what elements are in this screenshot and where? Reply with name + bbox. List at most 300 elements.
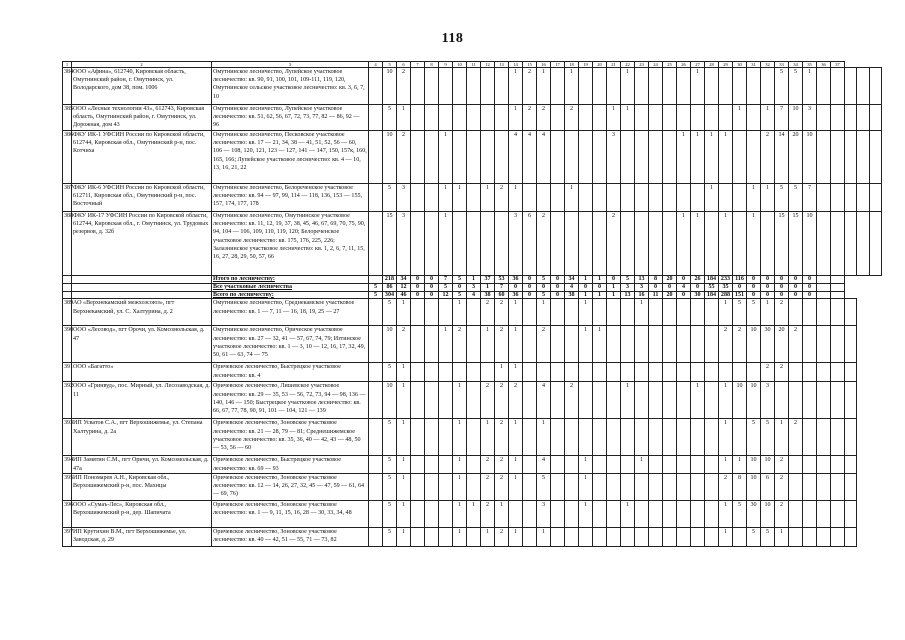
- summary-value: 5: [621, 276, 635, 284]
- value-cell: [411, 131, 425, 184]
- column-number: 1: [63, 62, 72, 68]
- value-cell: 1: [677, 131, 691, 184]
- organization-cell: ФКУ ИК-1 УФСИН России по Кировской области, 612744, Кировская обл., Омутнинский р-н, пос. Котчиха: [72, 131, 212, 184]
- summary-value: 38: [565, 291, 579, 299]
- value-cell: 1: [453, 184, 467, 212]
- value-cell: [831, 382, 845, 419]
- value-cell: 14: [775, 131, 789, 184]
- value-cell: [523, 382, 537, 419]
- value-cell: 1: [747, 184, 761, 212]
- value-cell: [705, 212, 719, 276]
- summary-value: 0: [789, 291, 803, 299]
- value-cell: 5: [775, 184, 789, 212]
- summary-value: 0: [733, 283, 747, 291]
- value-cell: [719, 184, 733, 212]
- value-cell: [551, 527, 565, 546]
- value-cell: [845, 184, 857, 212]
- value-cell: [789, 500, 803, 527]
- organization-cell: ООО «Багатто»: [72, 363, 212, 382]
- value-cell: [439, 363, 453, 382]
- value-cell: [857, 68, 869, 105]
- value-cell: 1: [481, 419, 495, 456]
- value-cell: 5: [383, 456, 397, 473]
- row-number: 384: [63, 68, 72, 105]
- value-cell: [817, 326, 831, 363]
- value-cell: [411, 500, 425, 527]
- value-cell: 6: [761, 473, 775, 500]
- value-cell: [705, 473, 719, 500]
- value-cell: 2: [481, 456, 495, 473]
- value-cell: 1: [509, 68, 523, 105]
- summary-value: 1: [607, 283, 621, 291]
- column-number: 33: [775, 62, 789, 68]
- value-cell: [593, 299, 607, 326]
- summary-value: 26: [691, 276, 705, 284]
- row-number: 388: [63, 212, 72, 276]
- value-cell: [565, 456, 579, 473]
- value-cell: [607, 382, 621, 419]
- value-cell: 1: [775, 419, 789, 456]
- value-cell: [369, 382, 383, 419]
- summary-value: 0: [579, 283, 593, 291]
- summary-value: 53: [495, 276, 509, 284]
- value-cell: [467, 527, 481, 546]
- value-cell: [607, 419, 621, 456]
- value-cell: [621, 363, 635, 382]
- value-cell: [789, 527, 803, 546]
- column-number: 12: [481, 62, 495, 68]
- value-cell: [869, 68, 881, 105]
- value-cell: [803, 456, 817, 473]
- value-cell: [635, 68, 649, 105]
- value-cell: 2: [481, 382, 495, 419]
- value-cell: [635, 363, 649, 382]
- value-cell: [649, 456, 663, 473]
- value-cell: [425, 419, 439, 456]
- value-cell: 2: [523, 68, 537, 105]
- value-cell: [663, 299, 677, 326]
- value-cell: [845, 456, 857, 473]
- summary-value: 0: [803, 291, 817, 299]
- value-cell: 5: [761, 419, 775, 456]
- value-cell: [607, 527, 621, 546]
- value-cell: 30: [761, 326, 775, 363]
- value-cell: [607, 473, 621, 500]
- value-cell: [369, 473, 383, 500]
- register-row: [63, 473, 882, 500]
- summary-value: 12: [439, 291, 453, 299]
- value-cell: [495, 105, 509, 131]
- value-cell: 1: [705, 184, 719, 212]
- value-cell: [635, 473, 649, 500]
- value-cell: [551, 131, 565, 184]
- value-cell: [831, 299, 845, 326]
- summary-value: 0: [677, 291, 691, 299]
- value-cell: [677, 456, 691, 473]
- value-cell: 2: [761, 363, 775, 382]
- location-cell: Омутнинское лесничество, Белореченское участковое лесничество: кв. 94 — 97, 99, 114 — 118, 136, 153 — 155, 157, 174, 177, 178: [212, 184, 369, 212]
- column-number: 21: [607, 62, 621, 68]
- value-cell: 1: [635, 456, 649, 473]
- value-cell: [845, 212, 857, 276]
- location-cell: Оричевское лесничество, Зоновское участковое лесничество: кв. 1 — 9, 11, 15, 16, 28 — 30, 33, 34, 48: [212, 500, 369, 527]
- value-cell: [467, 419, 481, 456]
- summary-value: 13: [621, 291, 635, 299]
- value-cell: 1: [439, 131, 453, 184]
- value-cell: 1: [803, 68, 817, 105]
- value-cell: [579, 131, 593, 184]
- value-cell: [369, 419, 383, 456]
- value-cell: [649, 382, 663, 419]
- value-cell: 1: [397, 299, 411, 326]
- column-number: 31: [747, 62, 761, 68]
- summary-blank: [63, 276, 72, 284]
- value-cell: [649, 299, 663, 326]
- value-cell: 10: [383, 131, 397, 184]
- value-cell: [551, 456, 565, 473]
- column-number: 4: [369, 62, 383, 68]
- value-cell: 2: [775, 299, 789, 326]
- value-cell: 15: [789, 212, 803, 276]
- value-cell: [579, 105, 593, 131]
- summary-value: 5: [537, 291, 551, 299]
- value-cell: [551, 363, 565, 382]
- summary-row: [63, 283, 882, 291]
- value-cell: [565, 212, 579, 276]
- organization-cell: ИП Пономарев А.Н., Кировская обл., Верхошижемский р-н, пос. Махнцы: [72, 473, 212, 500]
- location-cell: Оричевское лесничество, Быстрецкое участковое лесничество: кв. 69 — 93: [212, 456, 369, 473]
- value-cell: 1: [579, 299, 593, 326]
- value-cell: [621, 456, 635, 473]
- summary-value: 35: [719, 283, 733, 291]
- summary-value: 0: [551, 283, 565, 291]
- column-number: 34: [789, 62, 803, 68]
- column-number: 27: [691, 62, 705, 68]
- location-cell: Омутнинское лесничество, Орическое участковое лесничество: кв. 27 — 32, 41 — 57, 67, 74, 79; Изтинское участковое лесничество: кв. 1 — 3, 10 — 12, 16, 17, 32, 49, 50, 61 — 63, 74 — 75: [212, 326, 369, 363]
- column-number: 19: [579, 62, 593, 68]
- value-cell: 1: [635, 299, 649, 326]
- value-cell: 1: [691, 68, 705, 105]
- location-cell: Омутнинское лесничество, Омутнинское участковое лесничество: кв. 11, 12, 19, 37, 38, 45, 46, 67, 69, 70, 75, 90, 94, 104 — 106, 109, 110, 119, 120; Белореченское участковое лесничество: кв. 175, 176, 225, 226; Залазнинское участковое лесничество: кв. 1, 2, 6, 7, 11, 15, 16, 27, 28, 29, 50, 57, 66: [212, 212, 369, 276]
- value-cell: 5: [733, 299, 747, 326]
- value-cell: 1: [453, 456, 467, 473]
- value-cell: [425, 527, 439, 546]
- summary-value: 8: [649, 276, 663, 284]
- value-cell: 1: [439, 184, 453, 212]
- value-cell: [649, 473, 663, 500]
- summary-value: 13: [635, 276, 649, 284]
- value-cell: [551, 500, 565, 527]
- column-number: 20: [593, 62, 607, 68]
- organization-cell: АО «Верхнекамский межхозсоюз», пгт Верхнекамский, ул. С. Халтурина, д. 2: [72, 299, 212, 326]
- value-cell: [649, 212, 663, 276]
- value-cell: [607, 299, 621, 326]
- value-cell: [467, 105, 481, 131]
- value-cell: 2: [789, 419, 803, 456]
- value-cell: [747, 105, 761, 131]
- value-cell: 1: [719, 500, 733, 527]
- value-cell: [411, 456, 425, 473]
- summary-value: 1: [593, 291, 607, 299]
- value-cell: [747, 68, 761, 105]
- summary-value: 0: [663, 283, 677, 291]
- row-number: 385: [63, 105, 72, 131]
- value-cell: [831, 212, 845, 276]
- summary-value: 1: [467, 276, 481, 284]
- location-cell: Оричевское лесничество, Быстрецкое участковое лесничество: кв. 4: [212, 363, 369, 382]
- summary-value: 0: [775, 283, 789, 291]
- value-cell: [803, 500, 817, 527]
- value-cell: [635, 382, 649, 419]
- location-cell: Оричевское лесничество, Зоновское участковое лесничество: кв. 21 — 28, 79 — 81; Среднешижемское участковое лесничество: кв. 35, 36, 40 — 42, 43 — 48, 50 — 53, 56 — 60: [212, 419, 369, 456]
- value-cell: [411, 527, 425, 546]
- value-cell: [789, 299, 803, 326]
- value-cell: [677, 184, 691, 212]
- column-number: 5: [383, 62, 397, 68]
- value-cell: 4: [537, 456, 551, 473]
- value-cell: [691, 527, 705, 546]
- value-cell: [551, 184, 565, 212]
- value-cell: 1: [621, 382, 635, 419]
- value-cell: [663, 419, 677, 456]
- value-cell: [649, 184, 663, 212]
- value-cell: [705, 456, 719, 473]
- value-cell: [523, 419, 537, 456]
- summary-value: 0: [775, 291, 789, 299]
- value-cell: 10: [747, 473, 761, 500]
- value-cell: [411, 473, 425, 500]
- value-cell: 5: [747, 299, 761, 326]
- value-cell: [663, 363, 677, 382]
- summary-value: 0: [425, 291, 439, 299]
- value-cell: [845, 326, 857, 363]
- value-cell: 1: [481, 184, 495, 212]
- summary-value: 7: [495, 283, 509, 291]
- value-cell: 1: [537, 299, 551, 326]
- value-cell: 1: [677, 212, 691, 276]
- value-cell: 10: [761, 500, 775, 527]
- value-cell: [537, 363, 551, 382]
- value-cell: 1: [481, 326, 495, 363]
- value-cell: 1: [453, 299, 467, 326]
- register-row: [63, 68, 882, 105]
- value-cell: 1: [733, 105, 747, 131]
- column-number: 24: [649, 62, 663, 68]
- value-cell: [579, 363, 593, 382]
- value-cell: 1: [509, 527, 523, 546]
- value-cell: [677, 473, 691, 500]
- value-cell: [775, 382, 789, 419]
- value-cell: [705, 68, 719, 105]
- summary-blank: [63, 291, 72, 299]
- value-cell: 1: [509, 105, 523, 131]
- value-cell: 1: [747, 212, 761, 276]
- value-cell: 1: [509, 456, 523, 473]
- summary-row: [63, 291, 882, 299]
- value-cell: [523, 299, 537, 326]
- value-cell: [845, 105, 857, 131]
- value-cell: 1: [537, 419, 551, 456]
- summary-value: 5: [537, 276, 551, 284]
- organization-cell: ООО «Лесные технологии 43», 612743, Кировская область, Омутнинский район, г. Омутнинск, ул. Дорожная, дом 43: [72, 105, 212, 131]
- value-cell: [845, 527, 857, 546]
- value-cell: [439, 299, 453, 326]
- value-cell: 1: [495, 363, 509, 382]
- summary-value: 116: [733, 276, 747, 284]
- value-cell: 5: [383, 105, 397, 131]
- value-cell: [677, 326, 691, 363]
- value-cell: 2: [537, 212, 551, 276]
- summary-value: 34: [397, 276, 411, 284]
- value-cell: [663, 326, 677, 363]
- column-number: 2: [72, 62, 212, 68]
- value-cell: [579, 184, 593, 212]
- register-row: [63, 105, 882, 131]
- summary-value: 0: [523, 291, 537, 299]
- summary-label: Все участковые лесничества: [212, 283, 369, 291]
- row-number: 397: [63, 527, 72, 546]
- summary-value: 5: [369, 291, 383, 299]
- value-cell: 1: [621, 68, 635, 105]
- value-cell: [579, 212, 593, 276]
- value-cell: [691, 419, 705, 456]
- value-cell: 1: [719, 527, 733, 546]
- value-cell: [677, 527, 691, 546]
- column-number: 9: [439, 62, 453, 68]
- summary-value: 16: [635, 291, 649, 299]
- summary-value: [369, 276, 383, 284]
- value-cell: 1: [719, 212, 733, 276]
- value-cell: [649, 105, 663, 131]
- value-cell: 1: [509, 299, 523, 326]
- value-cell: [803, 326, 817, 363]
- value-cell: [705, 105, 719, 131]
- value-cell: [789, 456, 803, 473]
- value-cell: [761, 212, 775, 276]
- column-number: 6: [397, 62, 411, 68]
- value-cell: 1: [509, 419, 523, 456]
- value-cell: 30: [747, 500, 761, 527]
- value-cell: [621, 473, 635, 500]
- value-cell: [857, 131, 869, 184]
- column-number: 26: [677, 62, 691, 68]
- value-cell: [845, 131, 857, 184]
- summary-label: Итого по лесничеству:: [212, 276, 369, 284]
- value-cell: [831, 68, 845, 105]
- column-number: 23: [635, 62, 649, 68]
- summary-value: 3: [467, 283, 481, 291]
- value-cell: 5: [383, 473, 397, 500]
- summary-blank: [72, 276, 212, 284]
- value-cell: 5: [383, 363, 397, 382]
- value-cell: 1: [621, 500, 635, 527]
- value-cell: [565, 299, 579, 326]
- value-cell: 4: [509, 131, 523, 184]
- value-cell: [467, 68, 481, 105]
- value-cell: [425, 184, 439, 212]
- summary-blank: [817, 283, 831, 291]
- value-cell: [369, 456, 383, 473]
- value-cell: 5: [383, 419, 397, 456]
- column-number: 35: [803, 62, 817, 68]
- value-cell: 2: [523, 105, 537, 131]
- value-cell: [691, 326, 705, 363]
- value-cell: 6: [523, 212, 537, 276]
- value-cell: [635, 184, 649, 212]
- summary-value: 7: [439, 276, 453, 284]
- value-cell: [523, 363, 537, 382]
- summary-value: 12: [397, 283, 411, 291]
- value-cell: 1: [733, 456, 747, 473]
- summary-blank: [72, 291, 212, 299]
- value-cell: [845, 382, 857, 419]
- value-cell: [425, 68, 439, 105]
- value-cell: 1: [453, 527, 467, 546]
- value-cell: [579, 527, 593, 546]
- summary-blank: [72, 283, 212, 291]
- value-cell: [551, 382, 565, 419]
- value-cell: [831, 527, 845, 546]
- value-cell: [425, 500, 439, 527]
- value-cell: [649, 500, 663, 527]
- value-cell: [635, 212, 649, 276]
- value-cell: 2: [495, 326, 509, 363]
- value-cell: 10: [383, 326, 397, 363]
- location-cell: Омутнинское лесничество, Среднекамское участковое лесничество: кв. 1 — 7, 11 — 16, 18, 19, 25 — 27: [212, 299, 369, 326]
- value-cell: [649, 527, 663, 546]
- value-cell: [817, 212, 831, 276]
- value-cell: [593, 500, 607, 527]
- value-cell: [607, 326, 621, 363]
- value-cell: [663, 184, 677, 212]
- column-number: 16: [537, 62, 551, 68]
- value-cell: 1: [397, 500, 411, 527]
- value-cell: [857, 184, 869, 212]
- summary-value: 0: [761, 283, 775, 291]
- value-cell: [509, 500, 523, 527]
- value-cell: [481, 105, 495, 131]
- register-row: [63, 299, 882, 326]
- value-cell: 2: [719, 326, 733, 363]
- value-cell: [411, 382, 425, 419]
- value-cell: [635, 500, 649, 527]
- value-cell: [831, 500, 845, 527]
- value-cell: [817, 105, 831, 131]
- value-cell: [411, 419, 425, 456]
- column-number: 10: [453, 62, 467, 68]
- summary-value: 0: [523, 283, 537, 291]
- value-cell: [705, 382, 719, 419]
- value-cell: [845, 419, 857, 456]
- summary-label: Всего по лесничеству:: [212, 291, 369, 299]
- column-number: 3: [212, 62, 369, 68]
- value-cell: [677, 299, 691, 326]
- value-cell: [551, 212, 565, 276]
- summary-value: 38: [481, 291, 495, 299]
- summary-value: 288: [719, 291, 733, 299]
- value-cell: [369, 527, 383, 546]
- location-cell: Оричевское лесничество, Лишевское участковое лесничество: кв. 29 — 35, 53 — 56, 72, 73, 94 — 98, 136 — 140, 146 — 150; Быстрецкое участковое лесничество: кв. 66, 67, 77, 78, 90, 91, 101 — 104, 121 — 139: [212, 382, 369, 419]
- value-cell: [817, 456, 831, 473]
- value-cell: [705, 527, 719, 546]
- summary-value: 0: [747, 291, 761, 299]
- column-number: 13: [495, 62, 509, 68]
- value-cell: 7: [803, 184, 817, 212]
- summary-value: 4: [467, 291, 481, 299]
- location-cell: Омутнинское лесничество, Лупейское участковое лесничество: кв. 90, 91, 100, 101, 109-111, 119, 120, Омутнинское сельское участковое лесничество: кв. 3, 6, 7, 10: [212, 68, 369, 105]
- summary-value: 4: [565, 283, 579, 291]
- value-cell: 1: [705, 131, 719, 184]
